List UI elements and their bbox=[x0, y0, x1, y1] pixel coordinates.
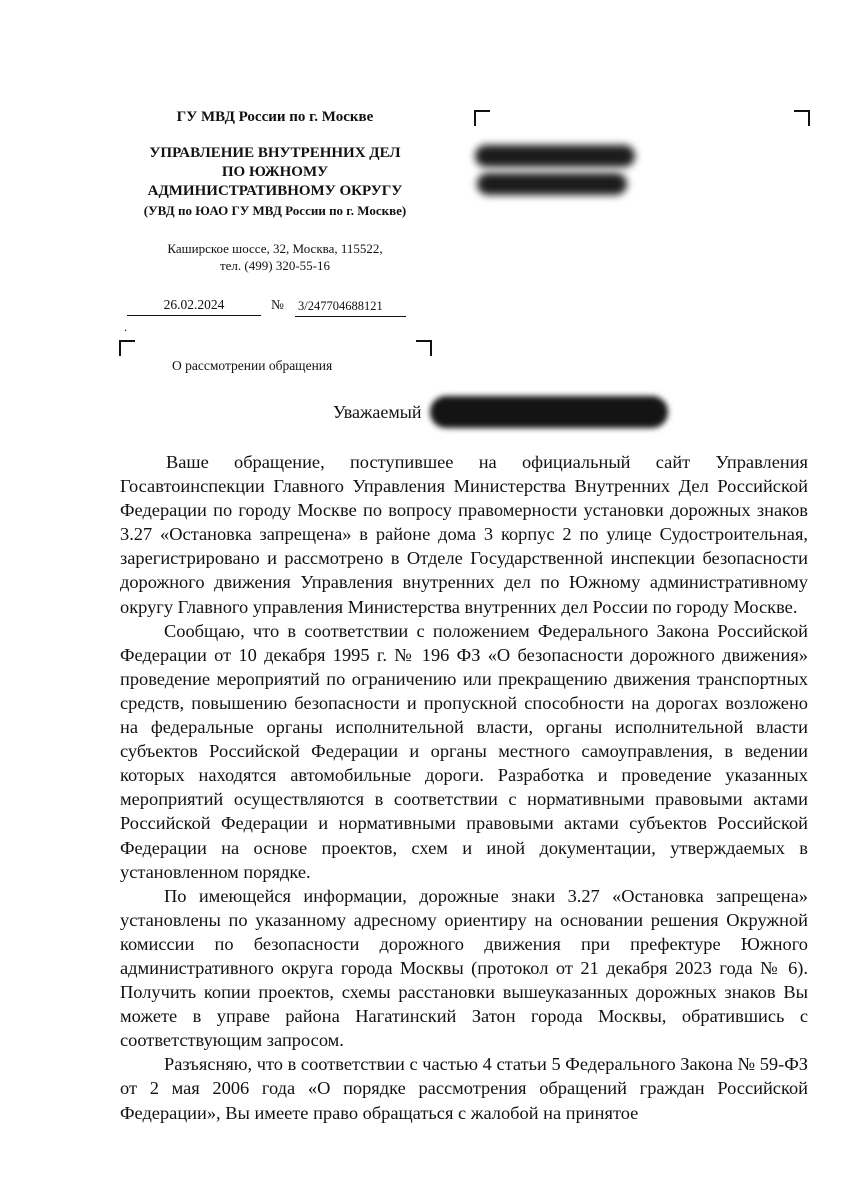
body-paragraph: Разъясняю, что в соответствии с частью 4 статьи 5 Федерального Закона № 59-ФЗ от 2 мая 2006 года «О порядке рассмотрения обращений граждан Российской Федерации», Вы имеете право обращаться с жалобой на принятое bbox=[120, 1054, 808, 1123]
recipient-corner-top-right bbox=[794, 110, 810, 126]
letter-body bbox=[120, 450, 808, 1125]
salutation: Уважаемый bbox=[333, 402, 422, 422]
body-paragraph: По имеющейся информации, дорожные знаки 3.27 «Остановка запрещена» установлены по указанному адресному ориентиру на основании решения Окружной комиссии по безопасности дорожного движения при префектуре Южного административного округа города Москвы (протокол от 21 декабря 2023 года № 6). Получить копии проектов, схемы расстановки вышеуказанных дорожных знаков Вы можете в управе района Нагатинский Затон города Москвы, обратившись с соответствующим запросом. bbox=[120, 885, 808, 1051]
salutation-name-redaction bbox=[430, 396, 668, 428]
recipient-redacted bbox=[473, 145, 641, 195]
recipient-corner-top-left bbox=[474, 110, 490, 126]
letterhead-dept-line-1: УПРАВЛЕНИЕ ВНУТРЕННИХ ДЕЛ bbox=[149, 145, 401, 161]
letterhead-dept-line-2: ПО ЮЖНОМУ bbox=[221, 164, 329, 180]
document-number: 3/247704688121 bbox=[295, 297, 406, 317]
subject-corner-top-right bbox=[416, 340, 432, 356]
subject-corner-top-left bbox=[119, 340, 135, 356]
subject-line: О рассмотрении обращения bbox=[172, 358, 333, 373]
letterhead-phone-line: тел. (499) 320-55-16 bbox=[219, 258, 330, 273]
redaction-blur bbox=[475, 145, 635, 167]
body-paragraph: Сообщаю, что в соответствии с положением Федерального Закона Российской Федерации от 10 декабря 1995 г. № 196 ФЗ «О безопасности дорожного движения» проведение мероприятий по ограничению или прекращению движения транспортных средств, повышению безопасности и пропускной способности на дорогах возложено на федеральные органы исполнительной власти, органы исполнительной власти субъектов Российской Федерации и органы местного самоуправления, в ведении которых находятся автомобильные дороги. Разработка и проведение указанных мероприятий осуществляются в соответствии с нормативными правовыми актами Российской Федерации и нормативными правовыми актами субъектов Российской Федерации на основе проектов, схем и иной документации, утверждаемых в установленном порядке. bbox=[120, 620, 808, 882]
stray-dot: . bbox=[124, 319, 128, 334]
letterhead-address bbox=[110, 240, 440, 274]
number-sign: № bbox=[271, 297, 284, 312]
document-date: 26.02.2024 bbox=[127, 296, 261, 316]
body-paragraph: Ваше обращение, поступившее на официальный сайт Управления Госавтоинспекции Главного Управления Министерства Внутренних Дел Российской Федерации по городу Москве по вопросу правомерности установки дорожных знаков 3.27 «Остановка запрещена» в районе дома 3 корпус 2 по улице Судостроительная, зарегистрировано и рассмотрено в Отделе Государственной инспекции безопасности дорожного движения Управления внутренних дел по Южному административному округу Главного управления Министерства внутренних дел России по городу Москве. bbox=[120, 452, 808, 617]
letterhead-parent-org: ГУ МВД России по г. Москве bbox=[176, 109, 374, 125]
letterhead-dept-abbreviation: (УВД по ЮАО ГУ МВД России по г. Москве) bbox=[143, 203, 407, 218]
letterhead-address-line: Каширское шоссе, 32, Москва, 115522, bbox=[167, 241, 383, 256]
letterhead-dept-line-3: АДМИНИСТРАТИВНОМУ ОКРУГУ bbox=[147, 183, 403, 199]
redaction-blur bbox=[477, 173, 627, 195]
letterhead bbox=[110, 107, 440, 274]
